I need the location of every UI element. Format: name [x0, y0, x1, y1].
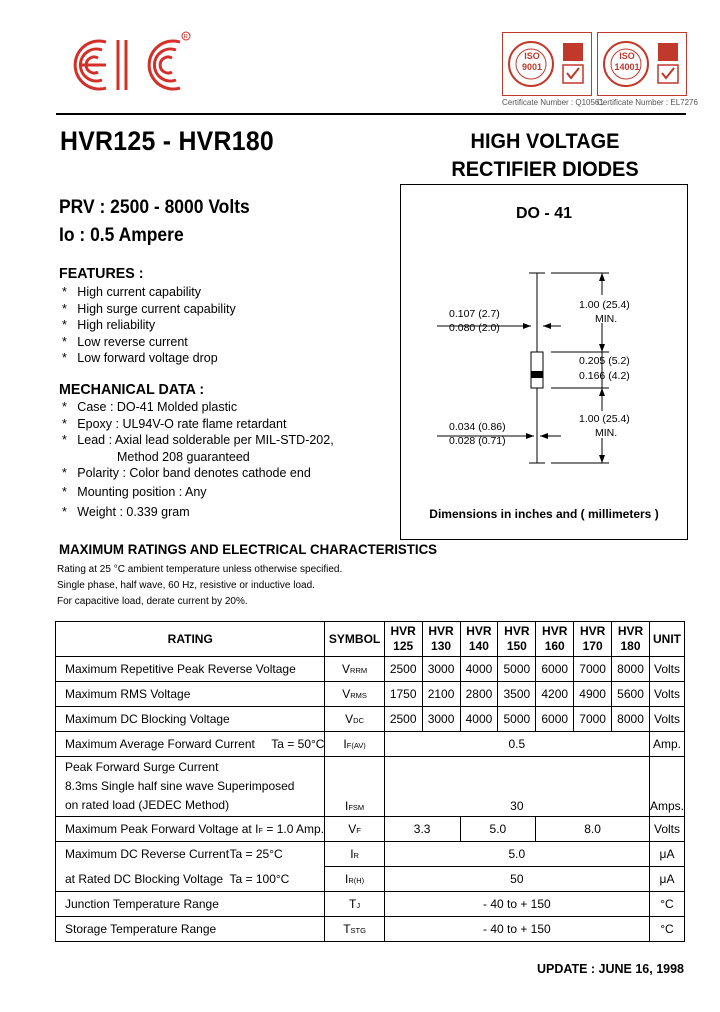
header-rule: [56, 113, 686, 115]
dimensions-caption: Dimensions in inches and ( millimeters ): [429, 507, 659, 521]
list-item: * High reliability: [62, 318, 156, 332]
io-spec: Io : 0.5 Ampere: [59, 225, 184, 246]
table-row: Maximum Average Forward Current Ta = 50°C IF(AV) 0.5 Amp.: [56, 732, 685, 757]
lead-length-top-min: MIN.: [595, 313, 618, 325]
ratings-notes: [57, 562, 342, 610]
header-part: HVR 130: [422, 622, 460, 657]
lead-length-top: 1.00 (25.4): [579, 299, 630, 311]
iso-9001-label: Certificate Number : Q10561: [502, 98, 604, 107]
body-length-max: 0.205 (5.2): [579, 355, 630, 367]
diode-outline-drawing: [401, 185, 687, 539]
list-item: * Mounting position : Any: [62, 484, 207, 499]
lead-diameter-min: 0.028 (0.71): [449, 435, 506, 447]
list-item: * Polarity : Color band denotes cathode end: [62, 466, 311, 480]
table-row: at Rated DC Blocking Voltage Ta = 100°C IR(H) 50 μA: [56, 867, 685, 892]
table-row: Junction Temperature Range TJ - 40 to + 150 °C: [56, 892, 685, 917]
ratings-table: [55, 621, 685, 942]
list-item: Method 208 guaranteed: [117, 449, 250, 464]
lead-length-bottom-min: MIN.: [595, 427, 618, 439]
update-date: UPDATE : JUNE 16, 1998: [536, 962, 684, 976]
header-part: HVR 140: [460, 622, 498, 657]
header-symbol: SYMBOL: [325, 622, 384, 657]
lead-length-bottom: 1.00 (25.4): [579, 413, 630, 425]
body-diameter-min: 0.080 (2.0): [449, 322, 500, 334]
table-row: Maximum RMS Voltage VRMS 1750 2100 2800 3500 4200 4900 5600 Volts: [56, 682, 685, 707]
table-row: Maximum Peak Forward Voltage at IF = 1.0 Amp. VF 3.3 5.0 8.0 Volts: [56, 817, 685, 842]
iso-14001-label: Certificate Number : EL7276: [597, 98, 698, 107]
note-line: For capacitive load, derate current by 20%.: [57, 596, 248, 607]
body-diameter-max: 0.107 (2.7): [449, 308, 500, 320]
table-row: Maximum DC Blocking Voltage VDC 2500 3000 4000 5000 6000 7000 8000 Volts: [56, 707, 685, 732]
ratings-heading: MAXIMUM RATINGS AND ELECTRICAL CHARACTERISTICS: [59, 541, 438, 557]
body-length-min: 0.166 (4.2): [579, 370, 630, 382]
mechanical-heading: MECHANICAL DATA :: [59, 381, 205, 398]
table-row: Storage Temperature Range TSTG - 40 to + 150 °C: [56, 917, 685, 942]
subtitle-line-1: HIGH VOLTAGE: [470, 130, 620, 153]
svg-text:R: R: [183, 34, 188, 41]
features-heading: FEATURES :: [59, 265, 144, 282]
header-rating: RATING: [56, 622, 325, 657]
package-drawing-box: [400, 184, 688, 540]
iso-14001-badge: ISO 14001: [614, 51, 640, 72]
part-number-title: HVR125 - HVR180: [60, 126, 275, 156]
mechanical-list: [62, 399, 334, 521]
list-item: * Epoxy : UL94V-O rate flame retardant: [62, 416, 287, 431]
header-part: HVR 160: [536, 622, 574, 657]
list-item: * Weight : 0.339 gram: [62, 505, 190, 519]
note-line: Rating at 25 °C ambient temperature unless otherwise specified.: [57, 564, 343, 575]
list-item: * Case : DO-41 Molded plastic: [62, 400, 238, 414]
table-row: Maximum DC Reverse Current Ta = 25°C IR 5.0 μA: [56, 842, 685, 867]
iso-9001-certificate: [502, 32, 592, 96]
header-unit: UNIT: [649, 622, 684, 657]
features-list: [62, 284, 236, 367]
table-row: Maximum Repetitive Peak Reverse Voltage VRRM 2500 3000 4000 5000 6000 7000 8000 Volts: [56, 657, 685, 682]
list-item: * High current capability: [62, 285, 201, 299]
list-item: * High surge current capability: [62, 301, 236, 316]
header-part: HVR 150: [498, 622, 536, 657]
header-part: HVR 180: [612, 622, 650, 657]
prv-spec: PRV : 2500 - 8000 Volts: [59, 197, 250, 218]
list-item: * Lead : Axial lead solderable per MIL-STD-202,: [62, 433, 334, 447]
lead-diameter-max: 0.034 (0.86): [449, 421, 506, 433]
note-line: Single phase, half wave, 60 Hz, resistive or inductive load.: [57, 580, 315, 591]
cathode-band: [531, 371, 543, 378]
header-part: HVR 170: [574, 622, 612, 657]
package-name: DO - 41: [515, 205, 572, 222]
table-header-row: [56, 622, 685, 657]
table-row: Peak Forward Surge Current 8.3ms Single half sine wave Superimposed on rated load (JEDEC Method) IFSM 30 Amps.: [56, 757, 685, 817]
header-part: HVR 125: [384, 622, 422, 657]
iso-14001-certificate: [597, 32, 687, 96]
subtitle-line-2: RECTIFIER DIODES: [451, 158, 639, 181]
list-item: * Low forward voltage drop: [62, 351, 218, 365]
list-item: * Low reverse current: [62, 334, 188, 349]
iso-9001-badge: ISO 9001: [521, 51, 543, 72]
product-subtitle: [426, 128, 664, 184]
eic-logo: [62, 28, 192, 100]
